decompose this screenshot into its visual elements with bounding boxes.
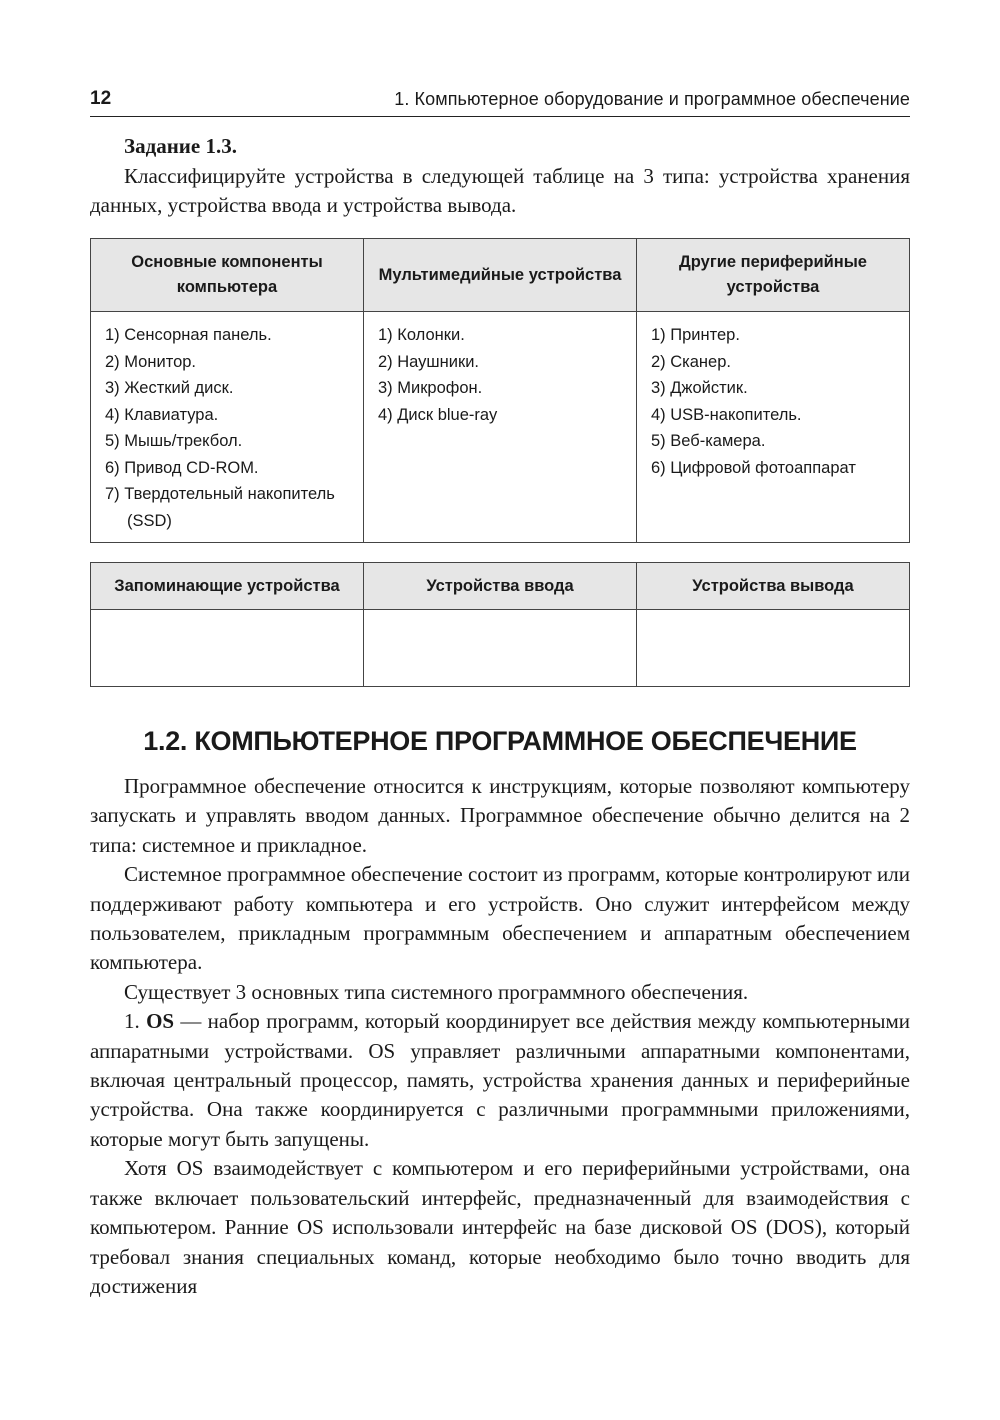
- term-definition: — набор программ, который координирует все действия между компьютерными аппаратными устройствами. OS управляет различными аппаратными компонентами, включая центральный процессор, память, устройства хранения данных и периферийные устройства. Она также координируется с различными программными приложениями, которые могут быть запущены.: [90, 1009, 911, 1151]
- header-storage: Запоминающие устройства: [91, 563, 364, 610]
- list-item: 4) USB-накопитель.: [651, 405, 802, 424]
- list-item: 3) Жесткий диск.: [105, 379, 234, 397]
- list-number: 1.: [124, 1009, 147, 1034]
- devices-table-header-row: [91, 239, 910, 312]
- header-peripherals: Другие периферийные устройства: [637, 239, 910, 312]
- page-number: 12: [90, 88, 112, 109]
- classification-table-header-row: [91, 563, 910, 610]
- paragraph: Программное обеспечение относится к инструкциям, которые позволяют компьютеру запускать и управлять вводом данных. Программное обеспечение обычно делится на 2 типа: системное и прикладное.: [90, 774, 910, 857]
- header-multimedia: Мультимедийные устройства: [364, 239, 637, 312]
- list-item: 2) Монитор.: [105, 352, 196, 371]
- classification-table: [90, 562, 910, 687]
- storage-answer-cell: [91, 610, 364, 687]
- list-item: 3) Микрофон.: [378, 379, 483, 397]
- header-output: Устройства вывода: [637, 563, 910, 610]
- list-item: 6) Привод CD-ROM.: [105, 458, 259, 477]
- list-item: 4) Диск blue-ray: [378, 405, 498, 424]
- devices-table: [90, 238, 910, 543]
- section-heading: 1.2. КОМПЬЮТЕРНОЕ ПРОГРАММНОЕ ОБЕСПЕЧЕНИЕ: [143, 726, 857, 756]
- paragraph: Существует 3 основных типа системного программного обеспечения.: [124, 979, 749, 1004]
- list-item: 5) Веб-камера.: [651, 432, 766, 450]
- list-item: 6) Цифровой фотоаппарат: [651, 458, 856, 477]
- list-item: 5) Мышь/трекбол.: [105, 432, 243, 450]
- peripherals-cell: [637, 312, 910, 543]
- list-item: 1) Сенсорная панель.: [105, 326, 272, 344]
- running-header: [90, 86, 910, 117]
- term-os: OS: [146, 1009, 175, 1034]
- paragraph: Системное программное обеспечение состоит из программ, которые контролируют или поддерживают работу компьютера и его устройств. Оно служит интерфейсом между пользователем, прикладным программным обеспечением и аппаратным обеспечением компьютера.: [90, 862, 910, 975]
- input-answer-cell: [364, 610, 637, 687]
- list-item: 2) Наушники.: [378, 352, 479, 371]
- body-text: [90, 772, 910, 1301]
- paragraph-os: [90, 1007, 910, 1154]
- list-item: 4) Клавиатура.: [105, 405, 219, 424]
- list-item: 3) Джойстик.: [651, 379, 748, 397]
- list-item: 7) Твердотельный накопитель (SSD): [105, 485, 335, 530]
- list-item: 1) Принтер.: [651, 326, 740, 344]
- list-item: 1) Колонки.: [378, 326, 465, 344]
- output-answer-cell: [637, 610, 910, 687]
- list-item: 2) Сканер.: [651, 352, 731, 371]
- devices-table-row: [91, 312, 910, 543]
- task-text: Классифицируйте устройства в следующей таблице на 3 типа: устройства хранения данных, устройства ввода и устройства вывода.: [90, 164, 910, 217]
- paragraph: Хотя OS взаимодействует с компьютером и его периферийными устройствами, она также включает пользовательский интерфейс, предназначенный для взаимодействия с компьютером. Ранние OS использовали интерфейс на базе дисковой OS (DOS), который требовал знания специальных команд, которые необходимо было точно вводить для достижения: [90, 1156, 910, 1298]
- header-input: Устройства ввода: [364, 563, 637, 610]
- main-components-cell: [91, 312, 364, 543]
- multimedia-cell: [364, 312, 637, 543]
- chapter-title: 1. Компьютерное оборудование и программное обеспечение: [394, 89, 910, 109]
- classification-table-row: [91, 610, 910, 687]
- task-title: Задание 1.3.: [124, 134, 237, 158]
- header-main-components: Основные компоненты компьютера: [91, 239, 364, 312]
